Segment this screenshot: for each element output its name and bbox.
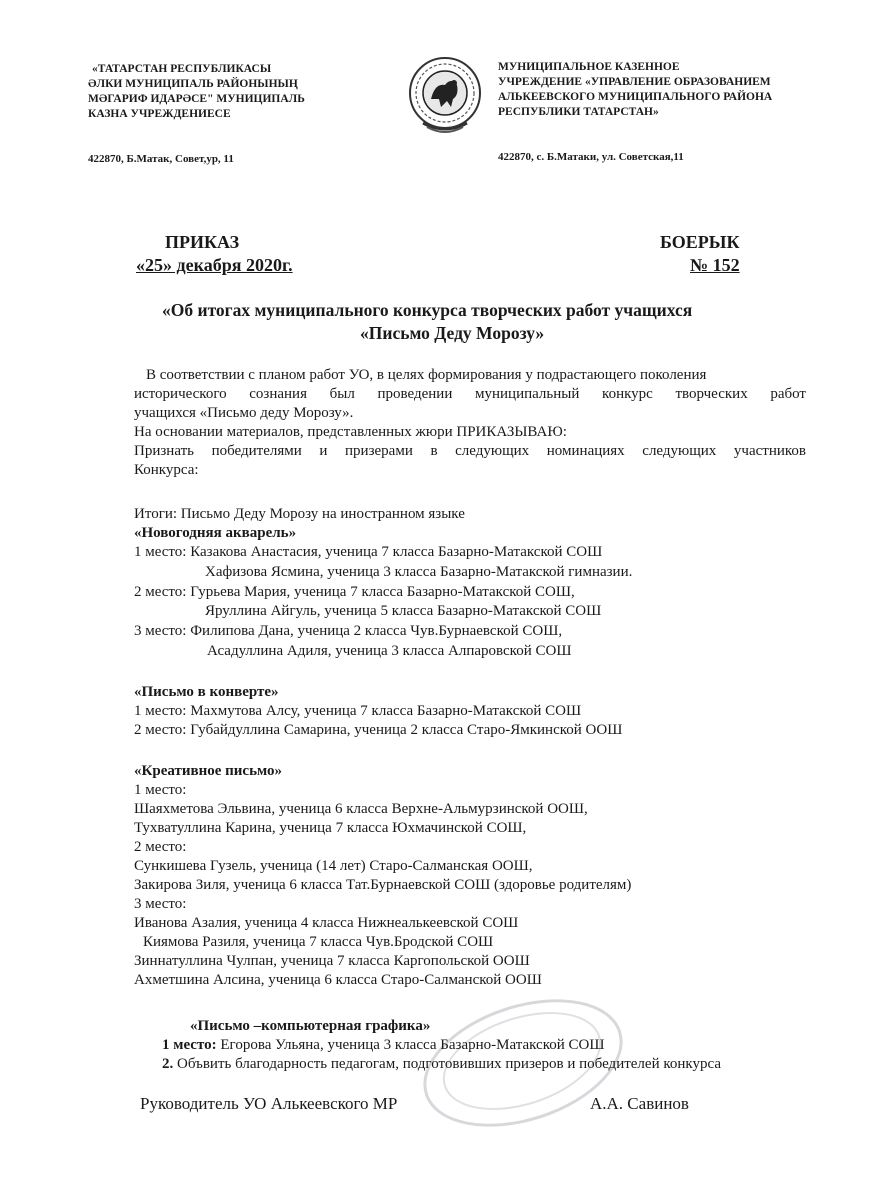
order-boeryk-label: БОЕРЫК	[660, 232, 740, 252]
result-line: 2 место: Гурьева Мария, ученица 7 класса Базарно-Матакской СОШ,	[134, 584, 575, 600]
result-line: Яруллина Айгуль, ученица 5 класса Базарно-Матакской СОШ	[205, 603, 602, 619]
place-label: 1 место:	[162, 1037, 217, 1053]
result-line: Зиннатуллина Чулпан, ученица 7 класса Каргопольской ООШ	[134, 953, 530, 969]
result-line: 1 место: Махмутова Алсу, ученица 7 класса Базарно-Матакской СОШ	[134, 703, 582, 719]
section-title-computer-graphics: «Письмо –компьютерная графика»	[190, 1018, 431, 1034]
result-line: 2 место: Губайдуллина Самарина, ученица 2 класса Старо-Ямкинской ООШ	[134, 722, 623, 738]
header-left-line: ӘЛКИ МУНИЦИПАЛЬ РАЙОНЫНЫҢ	[88, 78, 298, 90]
header-left-line: КАЗНА УЧРЕЖДЕНИЕСЕ	[88, 108, 231, 120]
result-line: Иванова Азалия, ученица 4 класса Нижнеалькеевской СОШ	[134, 915, 519, 931]
result-line: Шаяхметова Эльвина, ученица 6 класса Верхне-Альмурзинской ООШ,	[134, 801, 588, 817]
signature-position: Руководитель УО Алькеевского МР	[140, 1094, 398, 1113]
header-left-line: МӘГАРИФ ИДАРӘСЕ" МУНИЦИПАЛЬ	[88, 93, 305, 105]
document-title-line1: «Об итогах муниципального конкурса творческих работ учащихся	[162, 300, 693, 320]
result-line: Асадуллина Адиля, ученица 3 класса Алпаровской СОШ	[207, 643, 572, 659]
result-line: 3 место: Филипова Дана, ученица 2 класса Чув.Бурнаевской СОШ,	[134, 623, 563, 639]
header-left-block	[88, 62, 305, 122]
header-left-line: «ТАТАРСТАН РЕСПУБЛИКАСЫ	[92, 63, 272, 75]
document-title-line2: «Письмо Деду Морозу»	[360, 323, 545, 343]
header-left-address: 422870, Б.Матак, Совет,ур, 11	[88, 153, 234, 165]
recognition-line: Конкурса:	[134, 462, 199, 478]
section-title-watercolor: «Новогодняя акварель»	[134, 525, 297, 541]
intro-line: учащихся «Письмо деду Морозу».	[134, 405, 354, 421]
signature-name: А.А. Савинов	[590, 1094, 689, 1113]
result-line: 3 место:	[134, 896, 187, 912]
item-number: 2.	[162, 1056, 174, 1072]
place-text: Егорова Ульяна, ученица 3 класса Базарно-Матакской СОШ	[216, 1037, 605, 1053]
intro-line: В соответствии с планом работ УО, в целях формирования у подрастающего поколения	[146, 367, 707, 383]
result-line: Закирова Зиля, ученица 6 класса Тат.Бурнаевской СОШ (здоровье родителям)	[134, 877, 632, 893]
section-title-creative: «Креативное письмо»	[134, 763, 283, 779]
header-right-line: МУНИЦИПАЛЬНОЕ КАЗЕННОЕ	[498, 61, 680, 73]
header-right-line: АЛЬКЕЕВСКОГО МУНИЦИПАЛЬНОГО РАЙОНА	[498, 91, 773, 103]
item-text: Объвить благодарность педагогам, подготовивших призеров и победителей конкурса	[173, 1056, 721, 1072]
results-line: Итоги: Письмо Деду Морозу на иностранном языке	[134, 506, 465, 522]
result-line: Хафизова Ясмина, ученица 3 класса Базарно-Матакской гимназии.	[205, 564, 633, 580]
section-title-envelope: «Письмо в конверте»	[134, 684, 279, 700]
result-line: Киямова Разиля, ученица 7 класса Чув.Бродской СОШ	[143, 934, 494, 950]
result-line: Ахметшина Алсина, ученица 6 класса Старо-Салманской ООШ	[134, 972, 542, 988]
header-right-line: УЧРЕЖДЕНИЕ «УПРАВЛЕНИЕ ОБРАЗОВАНИЕМ	[498, 76, 771, 88]
result-line: 1 место: Казакова Анастасия, ученица 7 класса Базарно-Матакской СОШ	[134, 544, 603, 560]
result-line: 2 место:	[134, 839, 187, 855]
result-line	[162, 1036, 604, 1055]
order-date: «25» декабря 2020г.	[136, 255, 293, 275]
intro-line: исторического сознания был проведении муниципальный конкурс творческих работ	[134, 386, 806, 402]
recognition-line: Признать победителями и призерами в следующих номинациях следующих участников	[134, 443, 806, 459]
order-number: № 152	[690, 255, 740, 275]
result-line: 1 место:	[134, 782, 187, 798]
result-line: Сункишева Гузель, ученица (14 лет) Старо-Салманская ООШ,	[134, 858, 533, 874]
gratitude-line	[162, 1055, 721, 1074]
header-right-line: РЕСПУБЛИКИ ТАТАРСТАН»	[498, 106, 659, 118]
header-right-address: 422870, с. Б.Матаки, ул. Советская,11	[498, 151, 684, 163]
header-right-block	[498, 60, 772, 120]
basis-line: На основании материалов, представленных жюри ПРИКАЗЫВАЮ:	[134, 424, 567, 440]
coat-of-arms-emblem	[405, 55, 485, 140]
order-prikaz-label: ПРИКАЗ	[165, 232, 240, 252]
result-line: Тухватуллина Карина, ученица 7 класса Юхмачинской СОШ,	[134, 820, 527, 836]
